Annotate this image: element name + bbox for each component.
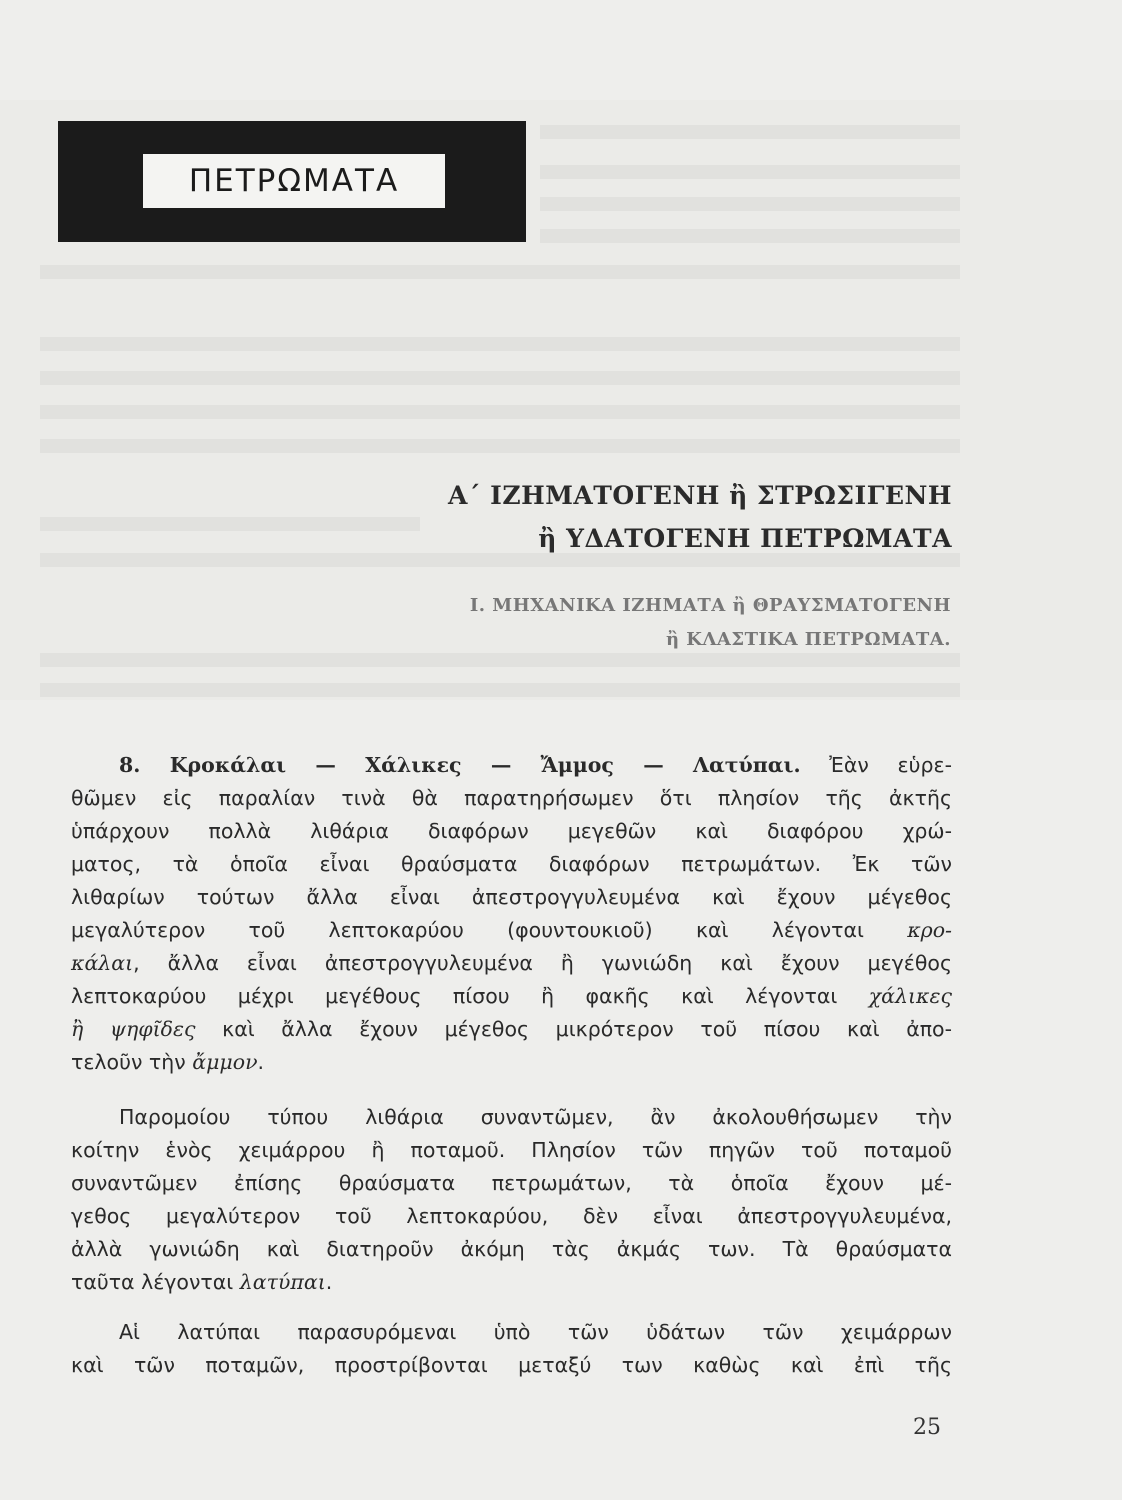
text-line: 8. Κροκάλαι — Χάλικες — Ἄμμος — Λατύπαι. Ἐὰν εὑρε- — [119, 753, 952, 777]
term-ammos: ἄμμον — [192, 1050, 258, 1074]
term-chalikes: χάλικες — [868, 984, 952, 1008]
text-line: καὶ τῶν ποταμῶν, προστρίβονται μεταξύ των καθὼς καὶ ἐπὶ τῆς — [71, 1353, 952, 1377]
text-line: κάλαι, ἄλλα εἶναι ἀπεστρογγυλευμένα ἢ γωνιώδη καὶ ἔχουν μεγέθος — [71, 951, 952, 975]
text-line: ἢ ψηφῖδες καὶ ἄλλα ἔχουν μέγεθος μικρότερον τοῦ πίσου καὶ ἀπο- — [71, 1017, 952, 1041]
text-line: ὑπάρχουν πολλὰ λιθάρια διαφόρων μεγεθῶν καὶ διαφόρου χρώ- — [71, 819, 952, 843]
section-title: 8. Κροκάλαι — Χάλικες — Ἄμμος — Λατύπαι. — [119, 753, 801, 777]
text-line: γεθος μεγαλύτερον τοῦ λεπτοκαρύου, δὲν εἶναι ἀπεστρογγυλευμένα, — [71, 1204, 952, 1228]
chapter-title: ΠΕΤΡΩΜΑΤΑ — [143, 154, 445, 208]
text-line: μεγαλύτερον τοῦ λεπτοκαρύου (φουντουκιοῦ) καὶ λέγονται κρο- — [71, 918, 952, 942]
text-line: ματος, τὰ ὁποῖα εἶναι θραύσματα διαφόρων πετρωμάτων. Ἐκ τῶν — [71, 852, 952, 876]
text-line: λιθαρίων τούτων ἄλλα εἶναι ἀπεστρογγυλευμένα καὶ ἔχουν μέγεθος — [71, 885, 952, 909]
paragraph-3 — [71, 1316, 952, 1382]
text-line: λεπτοκαρύου μέχρι μεγέθους πίσου ἢ φακῆς καὶ λέγονται χάλικες — [71, 984, 952, 1008]
text-line: τελοῦν τὴν ἄμμον. — [71, 1050, 265, 1074]
text-line: ταῦτα λέγονται λατύπαι. — [71, 1270, 333, 1294]
text-line: Παρομοίου τύπου λιθάρια συναντῶμεν, ἂν ἀκολουθήσωμεν τὴν — [119, 1105, 952, 1129]
text-line: ἀλλὰ γωνιώδη καὶ διατηροῦν ἀκόμη τὰς ἀκμάς των. Τὰ θραύσματα — [71, 1237, 952, 1261]
page-number: 25 — [913, 1415, 941, 1440]
sub-heading-line-2: ἢ ΚΛΑΣΤΙΚΑ ΠΕΤΡΩΜΑΤΑ. — [665, 629, 951, 650]
sub-heading-line-1: Ι. ΜΗΧΑΝΙΚΑ ΙΖΗΜΑΤΑ ἢ ΘΡΑΥΣΜΑΤΟΓΕΝΗ — [469, 595, 951, 616]
term-krokalai: κρο- — [907, 918, 952, 942]
paragraph-1 — [71, 749, 952, 1079]
paragraph-2 — [71, 1101, 952, 1299]
term-latypai: λατύπαι — [239, 1270, 326, 1294]
chapter-banner — [58, 121, 526, 242]
main-heading-line-1: Α΄ ΙΖΗΜΑΤΟΓΕΝΗ ἢ ΣΤΡΩΣΙΓΕΝΗ — [448, 481, 952, 510]
text-line: Αἱ λατύπαι παρασυρόμεναι ὑπὸ τῶν ὑδάτων τῶν χειμάρρων — [119, 1320, 952, 1344]
main-heading-line-2: ἢ ΥΔΑΤΟΓΕΝΗ ΠΕΤΡΩΜΑΤΑ — [538, 524, 952, 553]
text-line: συναντῶμεν ἐπίσης θραύσματα πετρωμάτων, τὰ ὁποῖα ἔχουν μέ- — [71, 1171, 952, 1195]
text-line: θῶμεν εἰς παραλίαν τινὰ θὰ παρατηρήσωμεν ὅτι πλησίον τῆς ἀκτῆς — [71, 786, 952, 810]
term-psifides: ἢ ψηφῖδες — [71, 1017, 196, 1041]
text-line: κοίτην ἑνὸς χειμάρρου ἢ ποταμοῦ. Πλησίον τῶν πηγῶν τοῦ ποταμοῦ — [71, 1138, 952, 1162]
